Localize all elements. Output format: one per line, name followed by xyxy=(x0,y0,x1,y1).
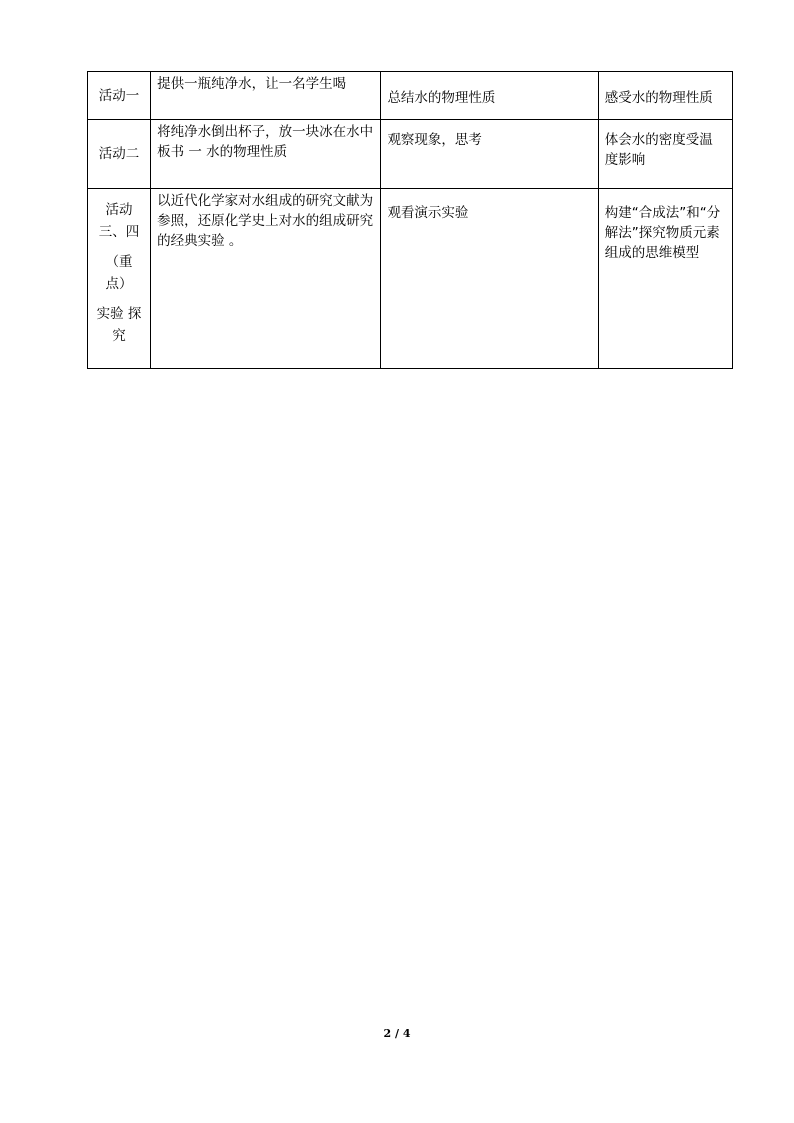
table-row xyxy=(88,72,733,120)
activity-cell: 活动二 xyxy=(88,120,151,189)
activity-line: 究 xyxy=(112,328,126,344)
design-intent-cell: 体会水的密度受温度影响 xyxy=(598,120,732,189)
table-row xyxy=(88,120,733,189)
activity-line: 三、四 xyxy=(98,224,140,240)
activity-line: 实验 探 xyxy=(96,306,142,322)
teacher-activity-cell: 将纯净水倒出杯子，放一块冰在水中 板书 一 水的物理性质 xyxy=(151,120,381,189)
activity-cell xyxy=(88,189,151,369)
student-activity-cell: 总结水的物理性质 xyxy=(381,72,598,120)
activity-line: （重 xyxy=(105,254,133,270)
activity-line: 点） xyxy=(105,276,133,292)
design-intent-cell: 构建“合成法”和“分解法”探究物质元素组成的思维模型 xyxy=(598,189,732,369)
design-intent-cell: 感受水的物理性质 xyxy=(598,72,732,120)
student-activity-cell: 观察现象，思考 xyxy=(381,120,598,189)
activity-line: 活动 xyxy=(105,202,133,218)
activity-cell: 活动一 xyxy=(88,72,151,120)
table-row xyxy=(88,189,733,369)
activity-table xyxy=(87,71,733,369)
student-activity-cell: 观看演示实验 xyxy=(381,189,598,369)
teacher-activity-cell: 以近代化学家对水组成的研究文献为参照，还原化学史上对水的组成研究的经典实验 。 xyxy=(151,189,381,369)
page-number: 2 / 4 xyxy=(383,1027,411,1040)
teacher-activity-cell: 提供一瓶纯净水，让一名学生喝 xyxy=(151,72,381,120)
